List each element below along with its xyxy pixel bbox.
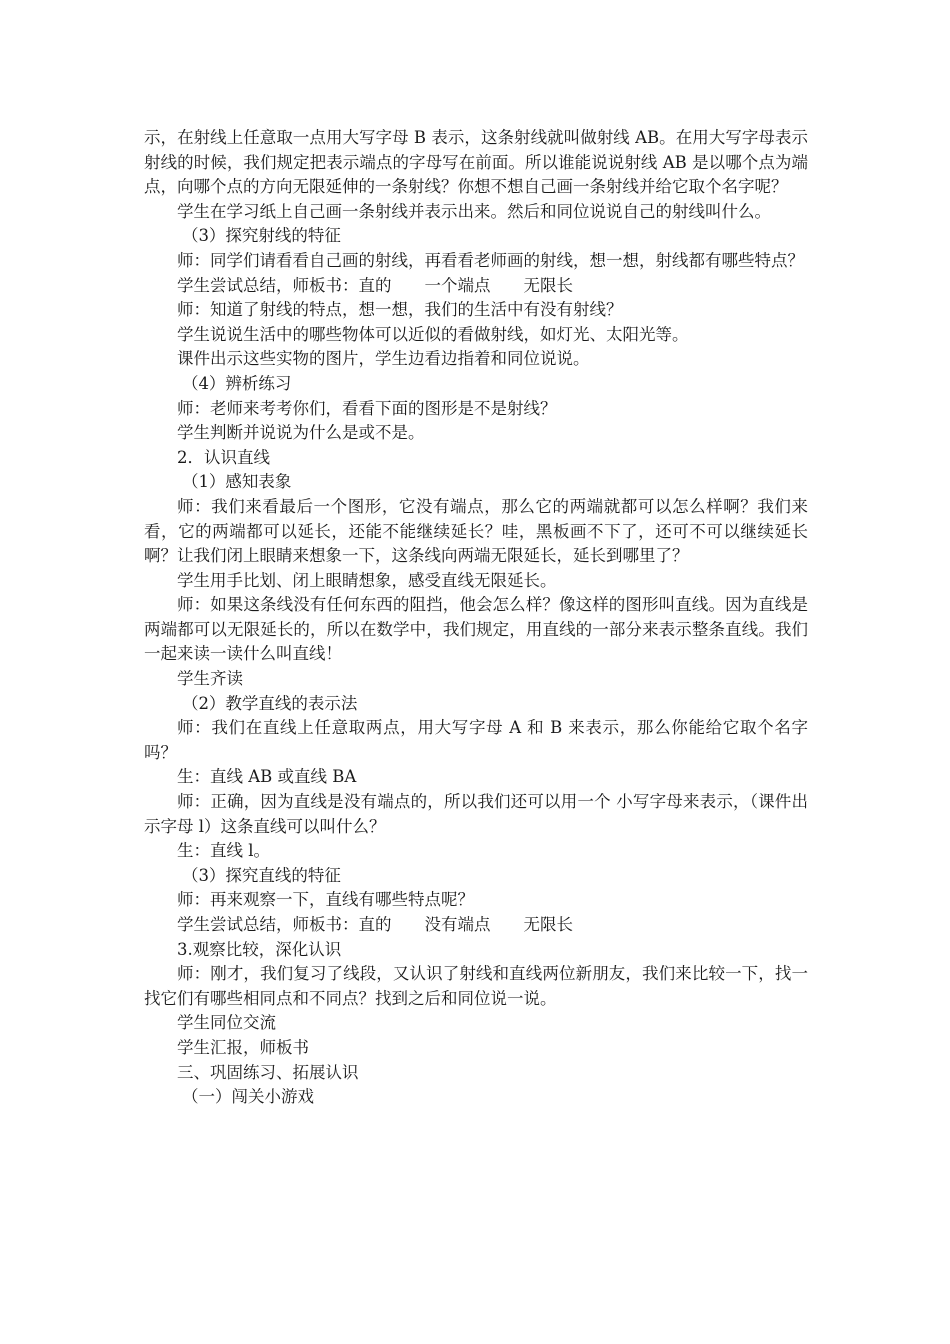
paragraph: 学生尝试总结，师板书：直的 没有端点 无限长 — [177, 915, 573, 934]
paragraph: 师：同学们请看看自己画的射线，再看看老师画的射线，想一想，射线都有哪些特点？ — [177, 250, 804, 270]
paragraph: 师：正确，因为直线是没有端点的，所以我们还可以用一个 小写字母来表示，（课件出示字母 l）这条直线可以叫什么？ — [144, 792, 808, 836]
section-heading: 3.观察比较，深化认识 — [177, 939, 342, 959]
paragraph: 师：再来观察一下，直线有哪些特点呢？ — [177, 890, 474, 910]
document-body — [144, 126, 808, 1110]
paragraph: 师：知道了射线的特点，想一想，我们的生活中有没有射线？ — [177, 300, 623, 320]
section-heading: 三、巩固练习、拓展认识 — [177, 1062, 359, 1082]
paragraph: 学生尝试总结，师板书：直的 一个端点 无限长 — [177, 275, 573, 295]
subheading: （一）闯关小游戏 — [181, 1087, 314, 1107]
paragraph: 师：如果这条线没有任何东西的阻挡，他会怎么样？像这样的图形叫直线。因为直线是两端都可以无限延长的，所以在数学中，我们规定，用直线的一部分来表示整条直线。我们一起来读一读什么叫直线！ — [144, 595, 808, 664]
paragraph: 学生说说生活中的哪些物体可以近似的看做射线，如灯光、太阳光等。 — [177, 324, 689, 344]
paragraph: 学生汇报，师板书 — [177, 1037, 309, 1057]
paragraph: 师：我们在直线上任意取两点，用大写字母 A 和 B 来表示，那么你能给它取个名字吗？ — [144, 718, 808, 762]
paragraph: 师：老师来考考你们，看看下面的图形是不是射线？ — [177, 398, 557, 418]
subheading: （3）探究射线的特征 — [181, 226, 341, 246]
paragraph: 示，在射线上任意取一点用大写字母 B 表示，这条射线就叫做射线 AB。在用大写字母表示射线的时候，我们规定把表示端点的字母写在前面。所以谁能说说射线 AB 是以哪个点为端点，向哪个点的方向无限延伸的一条射线？你想不想自己画一条射线并给它取个名字呢？ — [144, 128, 808, 197]
paragraph: 学生同位交流 — [177, 1013, 276, 1033]
paragraph: 生：直线 AB 或直线 BA — [177, 767, 357, 787]
paragraph: 学生齐读 — [177, 669, 243, 689]
subheading: （4）辨析练习 — [181, 373, 292, 393]
subheading: （3）探究直线的特征 — [181, 865, 341, 885]
subheading: （2）教学直线的表示法 — [181, 693, 358, 713]
section-heading: 2．认识直线 — [177, 447, 270, 467]
paragraph: 师：刚才，我们复习了线段，又认识了射线和直线两位新朋友，我们来比较一下，找一找它们有哪些相同点和不同点？找到之后和同位说一说。 — [144, 964, 808, 1008]
paragraph: 学生判断并说说为什么是或不是。 — [177, 423, 425, 443]
paragraph: 学生在学习纸上自己画一条射线并表示出来。然后和同位说说自己的射线叫什么。 — [177, 201, 771, 221]
paragraph: 师：我们来看最后一个图形，它没有端点，那么它的两端就都可以怎么样啊？我们来看，它的两端都可以延长，还能不能继续延长？哇，黑板画不下了，还可不可以继续延长啊？让我们闭上眼睛来想象一下，这条线向两端无限延长，延长到哪里了？ — [144, 496, 808, 566]
paragraph: 学生用手比划、闭上眼睛想象，感受直线无限延长。 — [177, 570, 557, 590]
paragraph: 课件出示这些实物的图片，学生边看边指着和同位说说。 — [177, 349, 590, 369]
subheading: （1）感知表象 — [181, 472, 292, 492]
paragraph: 生：直线 l。 — [177, 841, 271, 861]
